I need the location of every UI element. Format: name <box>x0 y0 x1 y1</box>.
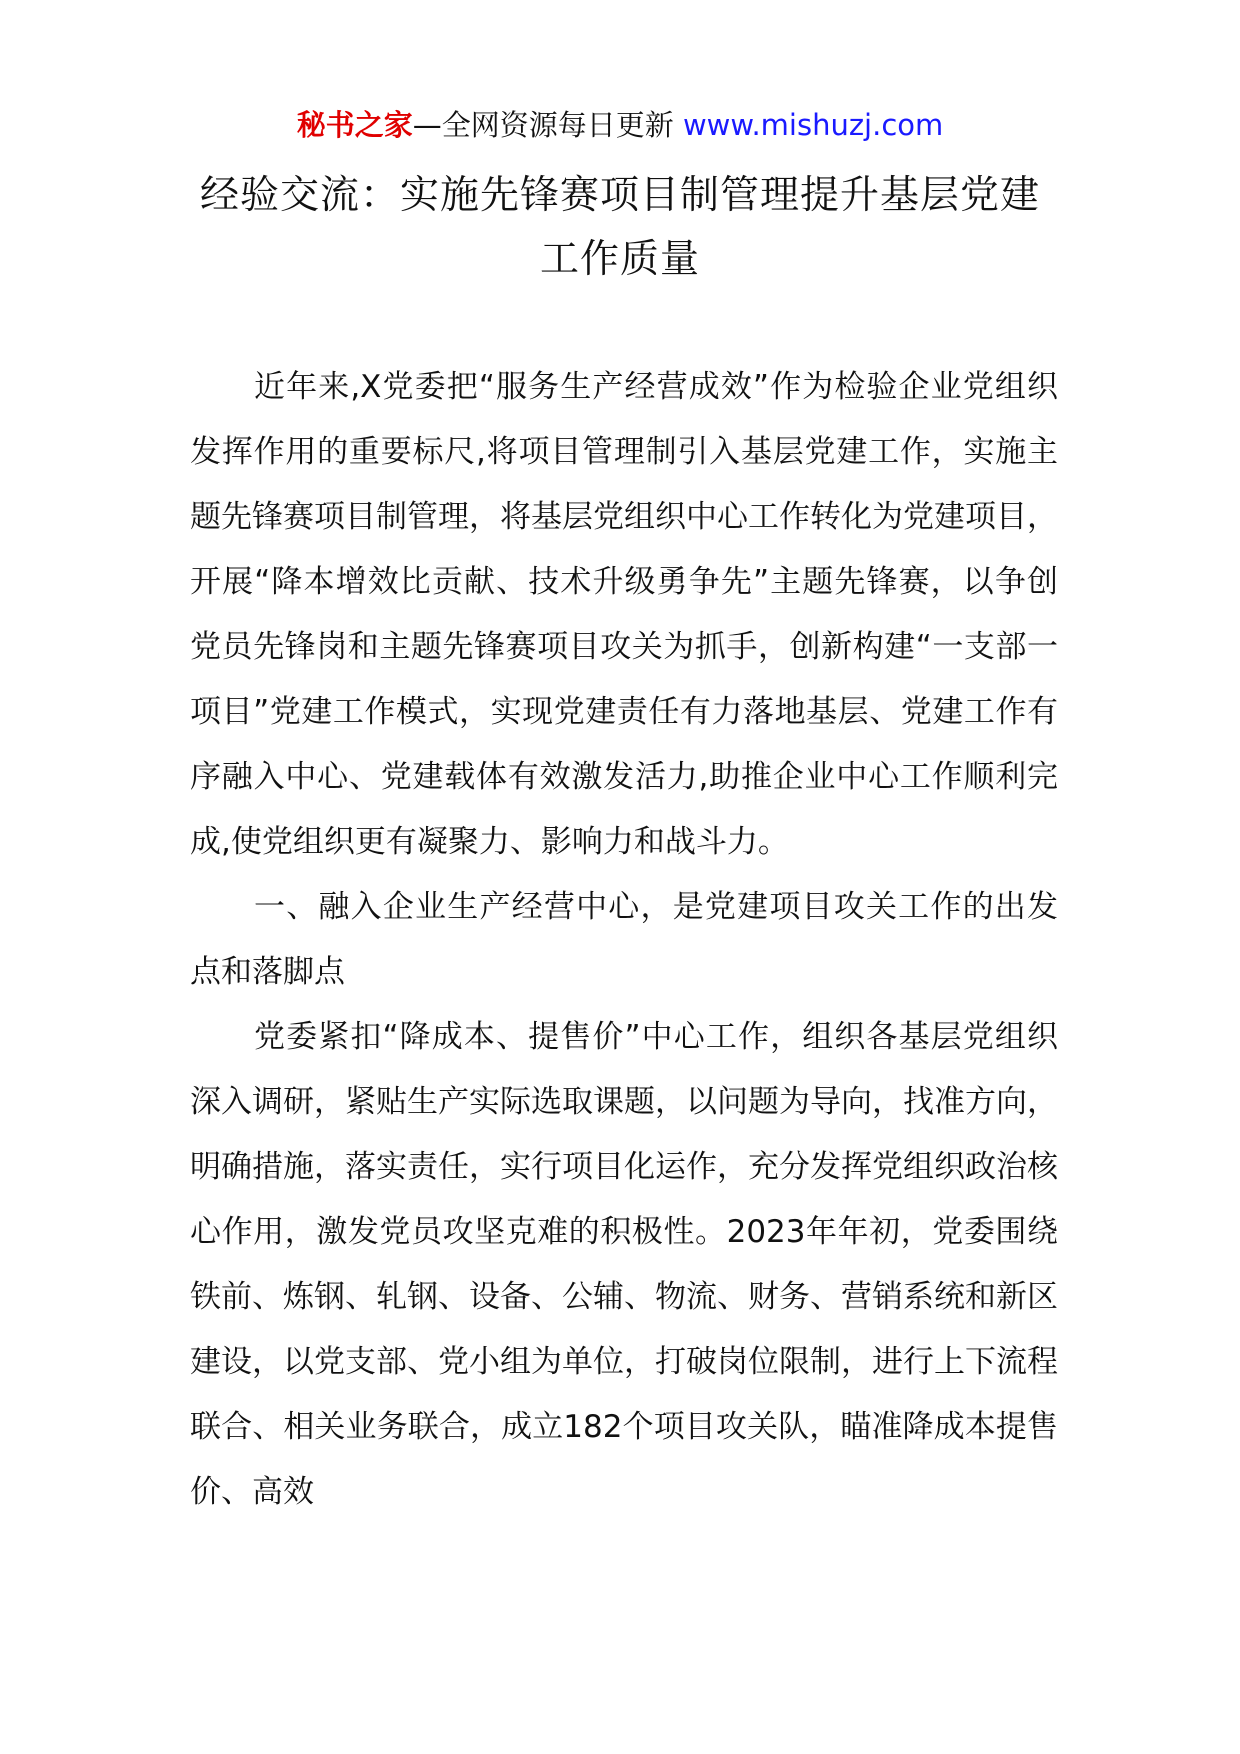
site-banner <box>0 104 1240 146</box>
document-title: 经验交流：实施先锋赛项目制管理提升基层党建工作质量 <box>199 173 1040 282</box>
banner-tagline: —全网资源每日更新 <box>412 108 683 142</box>
banner-url[interactable]: www.mishuzj.com <box>682 108 944 142</box>
intro-paragraph: 近年来,X党委把“服务生产经营成效”作为检验企业党组织发挥作用的重要标尺,将项目管理制引入基层党建工作，实施主题先锋赛项目制管理，将基层党组织中心工作转化为党建项目，开展“降本增效比贡献、技术升级勇争先”主题先锋赛，以争创党员先锋岗和主题先锋赛项目攻关为抓手，创新构建“一支部一项目”党建工作模式，实现党建责任有力落地基层、党建工作有序融入中心、党建载体有效激发活力,助推企业中心工作顺利完成,使党组织更有凝聚力、影响力和战斗力。 <box>190 369 1058 860</box>
brand-name: 秘书之家 <box>296 108 413 142</box>
document-body <box>190 355 1058 1525</box>
section-heading-1: 一、融入企业生产经营中心，是党建项目攻关工作的出发点和落脚点 <box>190 889 1058 990</box>
section-1-paragraph: 党委紧扣“降成本、提售价”中心工作，组织各基层党组织深入调研，紧贴生产实际选取课题，以问题为导向，找准方向，明确措施，落实责任，实行项目化运作，充分发挥党组织政治核心作用，激发党员攻坚克难的积极性。2023年年初，党委围绕铁前、炼钢、轧钢、设备、公辅、物流、财务、营销系统和新区建设，以党支部、党小组为单位，打破岗位限制，进行上下流程联合、相关业务联合，成立182个项目攻关队，瞄准降成本提售价、高效 <box>190 1019 1058 1510</box>
